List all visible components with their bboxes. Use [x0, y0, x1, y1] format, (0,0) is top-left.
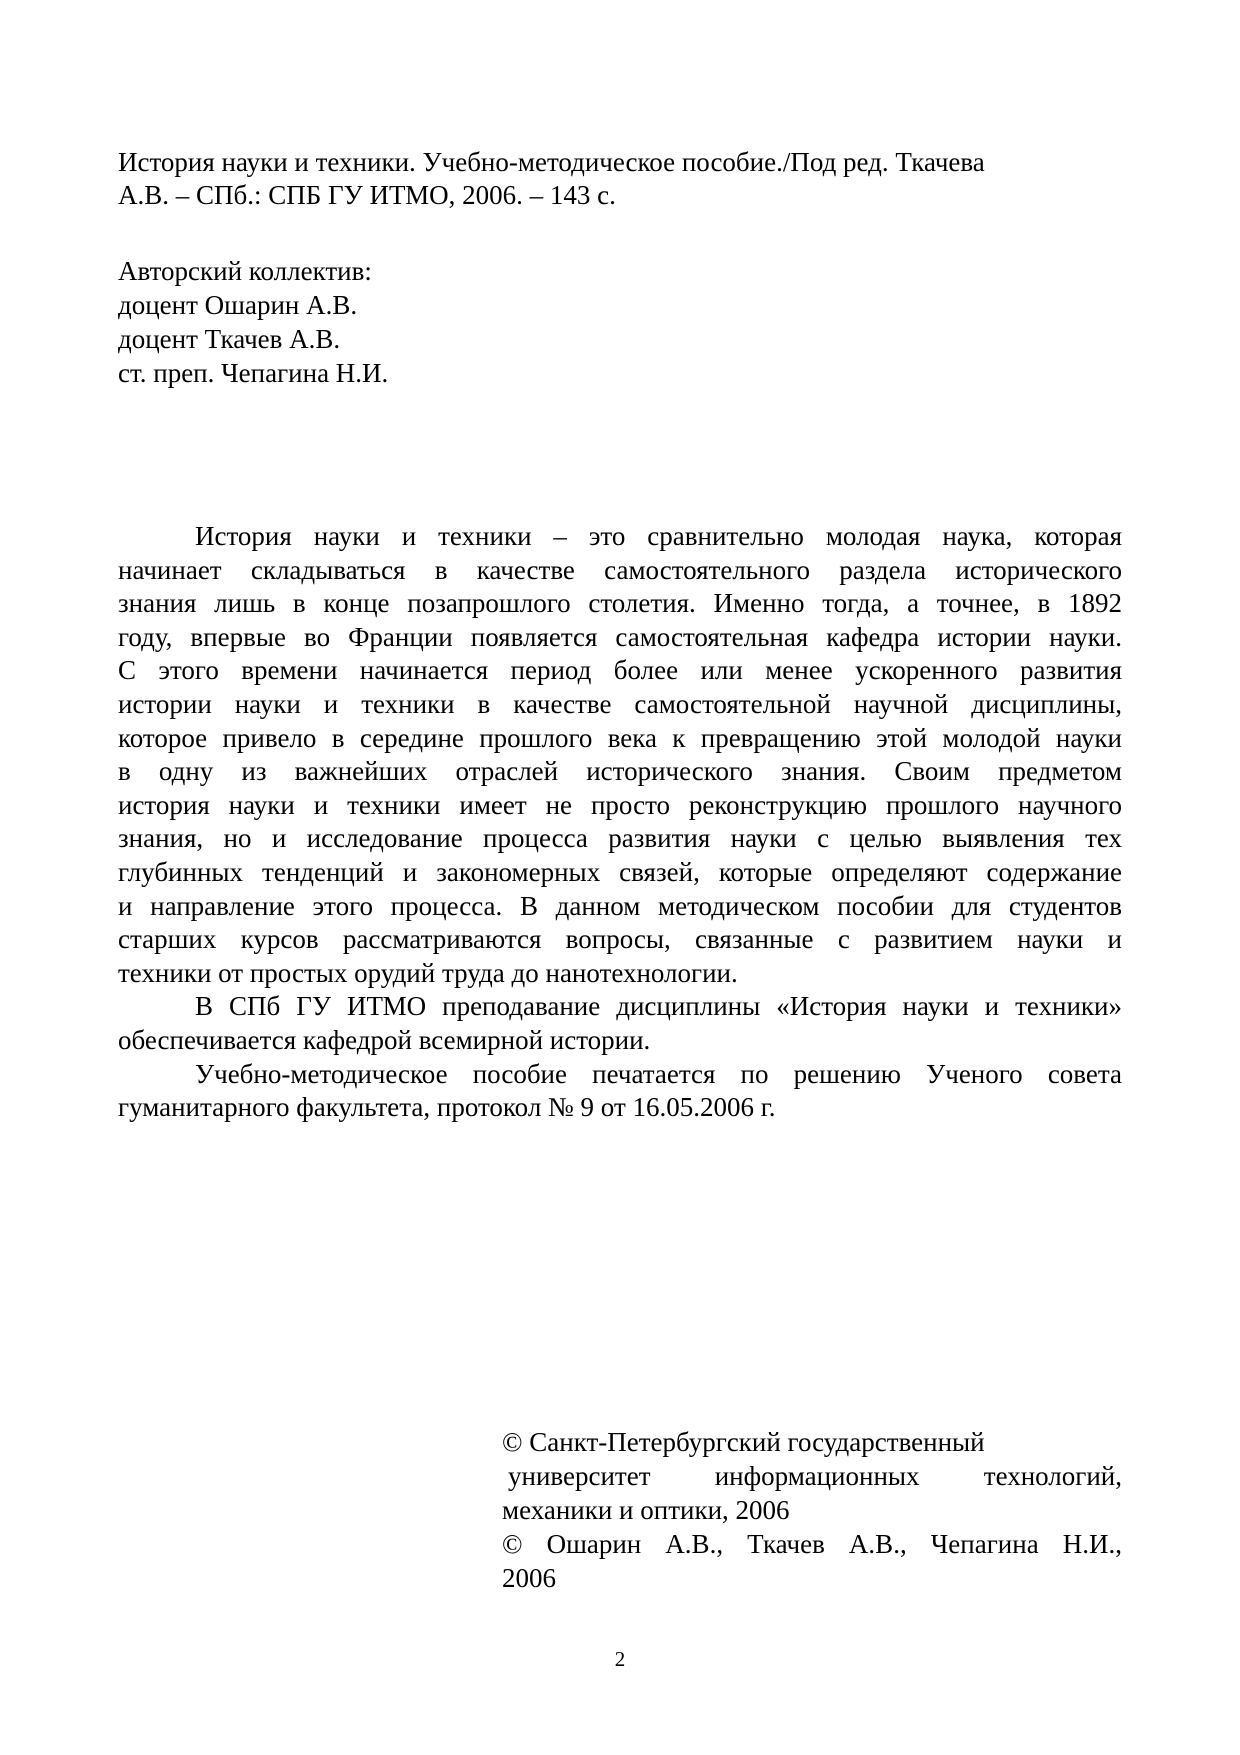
text-line: в одну из важнейших отраслей исторического знания. Своим предметом [118, 756, 1122, 787]
copyright-line: © Санкт-Петербургский государственный [502, 1427, 985, 1457]
text-line: техники от простых орудий труда до нанотехнологии. [118, 957, 738, 988]
copyright-block [502, 1425, 1122, 1595]
copyright-line: механики и оптики, 2006 [502, 1495, 790, 1525]
text-line: Учебно-методическое пособие печатается по решению Ученого совета [195, 1058, 1122, 1089]
copyright-line: © Ошарин А.В., Ткачев А.В., Чепагина Н.И., [502, 1529, 1122, 1559]
abstract-paragraph [118, 1058, 1122, 1125]
text-line: обеспечивается кафедрой всемирной истории. [118, 1024, 651, 1055]
text-line: которое привело в середине прошлого века к превращению этой молодой науки [118, 722, 1122, 753]
author-entry: доцент Ошарин А.В. [118, 290, 358, 320]
author-collective [118, 254, 818, 390]
abstract [118, 520, 1122, 1125]
author-entry: ст. преп. Чепагина Н.И. [118, 358, 389, 388]
author-entry: доцент Ткачев А.В. [118, 324, 341, 354]
text-line: история науки и техники имеет не просто реконструкцию прошлого научного [118, 789, 1122, 820]
text-line: знания, но и исследование процесса развития науки с целью выявления тех [118, 823, 1122, 854]
copyright-line: 2006 [502, 1563, 556, 1593]
citation-line: А.В. – СПб.: СПБ ГУ ИТМО, 2006. – 143 с. [118, 180, 616, 210]
citation-line: История науки и техники. Учебно-методическое пособие./Под ред. Ткачева [118, 147, 985, 177]
abstract-paragraph [118, 520, 1122, 990]
abstract-paragraph [118, 990, 1122, 1057]
text-line: гуманитарного факультета, протокол № 9 от 16.05.2006 г. [118, 1092, 776, 1123]
text-line: глубинных тенденций и закономерных связей, которые определяют содержание [118, 856, 1122, 887]
text-line: История науки и техники – это сравнительно молодая наука, которая [195, 521, 1122, 551]
text-line: истории науки и техники в качестве самостоятельной научной дисциплины, [118, 688, 1122, 719]
text-line: и направление этого процесса. В данном методическом пособии для студентов [118, 890, 1122, 921]
text-line: году, впервые во Франции появляется самостоятельная кафедра истории науки. [118, 621, 1122, 652]
text-line: знания лишь в конце позапрошлого столетия. Именно тогда, а точнее, в 1892 [118, 588, 1122, 619]
text-line: В СПб ГУ ИТМО преподавание дисциплины «История науки и техники» [195, 991, 1122, 1022]
text-line: начинает складываться в качестве самостоятельного раздела исторического [118, 554, 1122, 585]
bibliographic-citation [118, 146, 1122, 212]
text-line: старших курсов рассматриваются вопросы, связанные с развитием науки и [118, 924, 1122, 955]
copyright-line: университет информационных технологий, [508, 1461, 1122, 1491]
authors-heading: Авторский коллектив: [118, 256, 372, 286]
text-line: С этого времени начинается период более или менее ускоренного развития [118, 655, 1122, 686]
page-number: 2 [614, 1647, 626, 1671]
